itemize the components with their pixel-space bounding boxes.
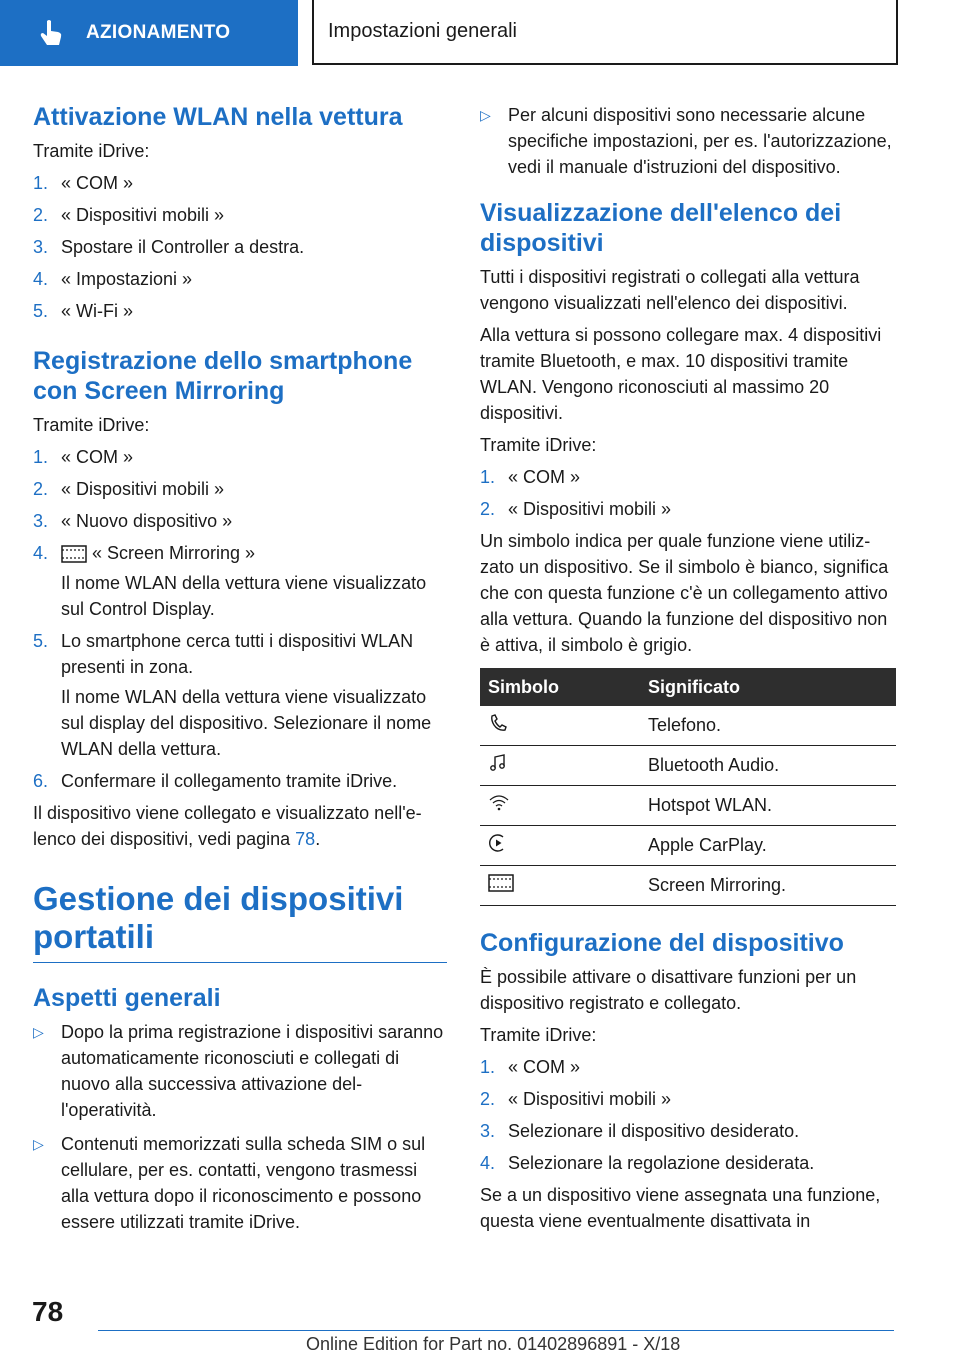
right-column [480, 102, 896, 1234]
list-item: 2. « Dispositivi mobili » [33, 479, 225, 499]
triangle-bullet-icon: ▷ [480, 107, 491, 123]
elenco-steps [480, 464, 896, 522]
footer-divider [98, 1330, 894, 1331]
triangle-bullet-icon: ▷ [33, 1024, 44, 1040]
config-p2: Se a un dispositivo viene assegnata una funzione, questa viene eventualmente disattivata in [480, 1185, 881, 1231]
screen-mirroring-icon [61, 545, 87, 563]
section-title: Impostazioni generali [328, 20, 517, 42]
list-item: 2. « Dispositivi mobili » [480, 499, 672, 519]
list-item: 1. « COM » [33, 173, 134, 193]
list-item: 1. « COM » [33, 447, 134, 467]
list-item: 1. « COM » [480, 1057, 581, 1077]
config-p1: È possibile attivare o disattivare funzioni per un dispositivo registrato e collegato. [480, 967, 857, 1013]
left-column [33, 102, 447, 1243]
elenco-p2: Alla vettura si possono collegare max. 4 dispositivi tramite Bluetooth, e max. 10 dispositivi tramite WLAN. Vengono riconosciuti al massimo 20 dispositivi. [480, 325, 882, 423]
list-item: 4. « Impostazioni » [33, 269, 193, 289]
config-intro: Tramite iDrive: [480, 1025, 597, 1045]
list-item: 5. Lo smartphone cerca tutti i dispositivi WLAN presenti in zona. Il nome WLAN della vettura viene visualizzato sul display del dispositivo. Selezionare il nome WLAN della vettura. [33, 631, 432, 759]
aspetti-bullets [33, 1019, 447, 1235]
list-item: ▷ Dopo la prima registrazione i dispositivi saranno automaticamente riconosciuti e collegati di nuovo alla successiva attivazione dell'operatività. [33, 1019, 447, 1123]
elenco-intro: Tramite iDrive: [480, 435, 597, 455]
elenco-p1: Tutti i dispositivi registrati o collegati alla vettura vengono visualizzati nell'elenco dei dispositivi. [480, 267, 860, 313]
col-header-meaning: Significato [640, 668, 896, 706]
heading-aspetti: Aspetti generali [33, 984, 221, 1012]
wifi-icon [488, 793, 510, 813]
table-header-row [480, 668, 896, 706]
list-item: 4. Selezionare la regolazione desiderata. [480, 1153, 815, 1173]
continued-bullets [480, 102, 896, 180]
heading-mirroring: Registrazione dello smartphone con Screen Mirroring [33, 347, 413, 405]
list-item: ▷ Contenuti memorizzati sulla scheda SIM o sul cellulare, per es. contatti, vengono trasmessi alla vettura dopo il riconoscimento e possono essere utilizzati tramite iDrive. [33, 1131, 447, 1235]
list-item: 4. « Screen Mirroring » Il nome WLAN della vettura viene visualizzato sul Control Display. [33, 543, 427, 619]
chapter-tab-label: AZIONAMENTO [86, 22, 231, 43]
heading-config: Configurazione del dispositivo [480, 929, 844, 957]
elenco-p3: Un simbolo indica per quale funzione viene utilizzato un dispositivo. Se il simbolo è bianco, significa che con questa funzione c'è un collegamento attivo alla vettura. Quando la funzione del dispositivo non è attiva, il simbolo è grigio. [480, 531, 889, 655]
triangle-bullet-icon: ▷ [33, 1136, 44, 1152]
list-item: 3. Selezionare il dispositivo desiderato. [480, 1121, 800, 1141]
heading-wlan: Attivazione WLAN nella vettura [33, 103, 403, 131]
list-item: 5. « Wi-Fi » [33, 301, 133, 321]
mirroring-intro: Tramite iDrive: [33, 415, 150, 435]
footer-edition: Online Edition for Part no. 01402896891 - X/18 [306, 1334, 681, 1354]
mirroring-steps [33, 444, 447, 794]
list-item: 1. « COM » [480, 467, 581, 487]
page-number: 78 [32, 1296, 64, 1327]
list-item: 3. Spostare il Controller a destra. [33, 237, 305, 257]
wlan-steps [33, 170, 447, 324]
config-steps [480, 1054, 896, 1176]
table-row: Apple CarPlay. [480, 826, 896, 866]
heading-gestione: Gestione dei dispositivi portatili [33, 880, 404, 955]
heading-elenco: Visualizzazione dell'elenco dei dispositivi [480, 199, 842, 257]
carplay-icon [488, 833, 508, 853]
list-item: 6. Confermare il collegamento tramite iDrive. [33, 771, 398, 791]
list-item: 2. « Dispositivi mobili » [480, 1089, 672, 1109]
col-header-symbol: Simbolo [480, 668, 640, 706]
chapter-tab[interactable] [0, 0, 298, 66]
screen-mirroring-icon [488, 874, 514, 892]
list-item: ▷ Per alcuni dispositivi sono necessarie alcune specifiche impostazioni, per es. l'autorizzazione, vedi il manuale d'istruzioni del dispositivo. [480, 102, 896, 180]
wlan-intro: Tramite iDrive: [33, 141, 150, 161]
table-row: Screen Mirroring. [480, 866, 896, 906]
phone-icon [488, 713, 508, 733]
table-row: Hotspot WLAN. [480, 786, 896, 826]
list-item: 3. « Nuovo dispositivo » [33, 511, 233, 531]
music-note-icon [488, 753, 508, 773]
section-header [312, 0, 898, 65]
list-item: 2. « Dispositivi mobili » [33, 205, 225, 225]
symbol-table [480, 668, 896, 906]
mirroring-outro: Il dispositivo viene collegato e visualizzato nell'elenco dei dispositivi, vedi pagina 78. [33, 803, 422, 849]
hand-pointer-icon [38, 19, 64, 47]
table-row: Bluetooth Audio. [480, 746, 896, 786]
table-row: Telefono. [480, 706, 896, 746]
page-reference-link[interactable]: 78 [295, 829, 316, 849]
